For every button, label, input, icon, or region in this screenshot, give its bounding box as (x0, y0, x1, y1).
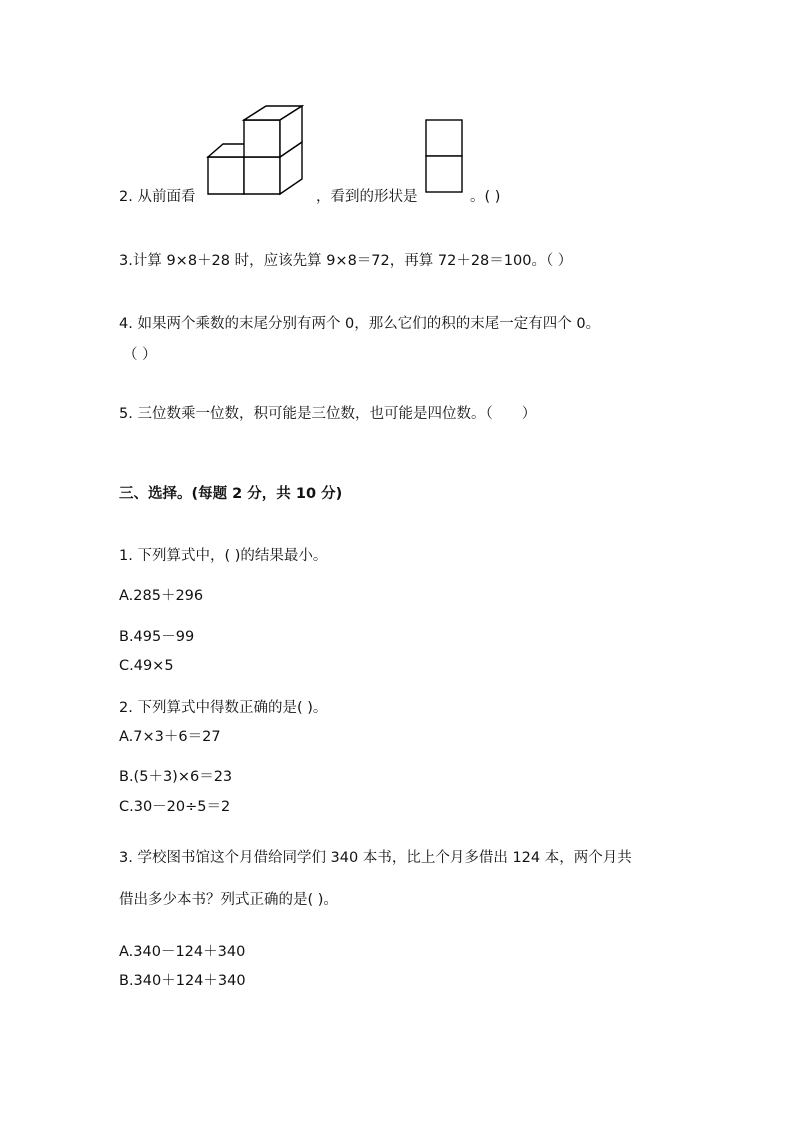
judgement-q2-middle (316, 188, 418, 206)
judgement-q3: 3.计算 9×8＋28 时，应该先算 9×8＝72，再算 72＋28＝100。（ ） (119, 253, 573, 269)
choice-q2-option-a: A.7×3＋6＝27 (119, 729, 221, 745)
choice-q2-stem: 2. 下列算式中得数正确的是( )。 (119, 700, 328, 716)
choice-q3-option-b: B.340＋124＋340 (119, 973, 246, 989)
judgement-q4-line1: 4. 如果两个乘数的末尾分别有两个 0，那么它们的积的末尾一定有四个 0。 (119, 316, 601, 332)
section3-heading: 三、选择。(每题 2 分，共 10 分) (119, 486, 343, 502)
choice-q2-option-c: C.30－20÷5＝2 (119, 799, 231, 815)
choice-q1-option-b: B.495－99 (119, 629, 195, 645)
choice-q1-option-c: C.49×5 (119, 658, 174, 674)
choice-q1-option-a: A.285＋296 (119, 588, 204, 604)
judgement-q4-line2: （ ） (123, 347, 157, 363)
q2-prefix: 2. 从前面看 (119, 189, 196, 205)
choice-q3-stem-line2: 借出多少本书？列式正确的是( )。 (119, 892, 338, 908)
judgement-q5: 5. 三位数乘一位数，积可能是三位数，也可能是四位数。（ ） (119, 406, 537, 422)
shape-answer-figure (424, 118, 466, 194)
cube-stack-figure (200, 100, 310, 200)
judgement-q2-suffix (470, 188, 500, 206)
choice-q1-stem: 1. 下列算式中，( )的结果最小。 (119, 548, 328, 564)
choice-q2-option-b: B.(5＋3)×6＝23 (119, 769, 233, 785)
choice-q3-stem-line1: 3. 学校图书馆这个月借给同学们 340 本书，比上个月多借出 124 本，两个月共 (119, 850, 632, 866)
judgement-q2 (119, 188, 195, 206)
q2-middle: ，看到的形状是 (316, 189, 418, 205)
choice-q3-option-a: A.340－124＋340 (119, 944, 246, 960)
q2-suffix: 。( ) (470, 189, 501, 205)
